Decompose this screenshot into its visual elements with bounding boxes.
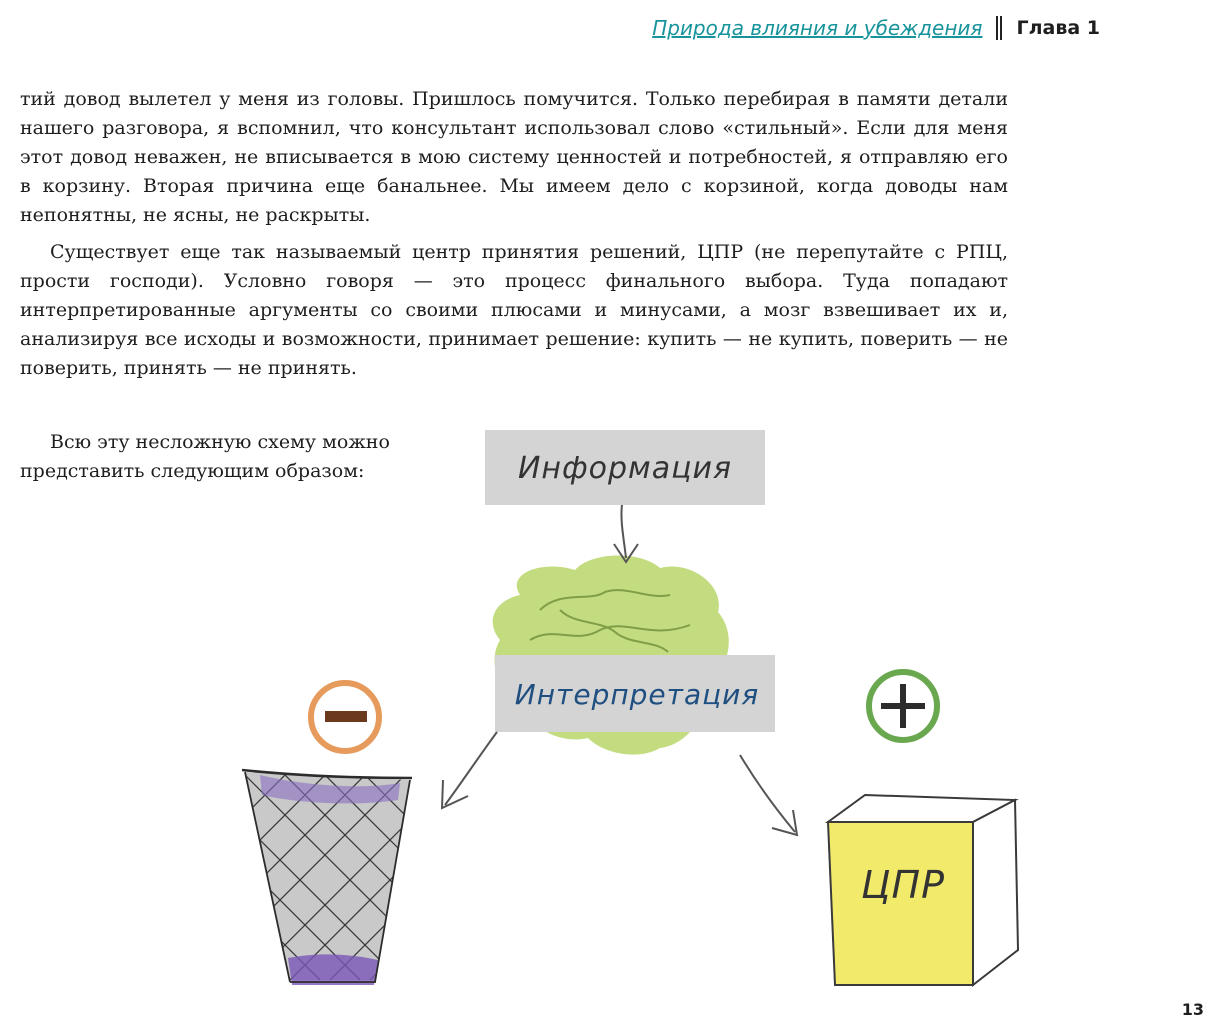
wastebasket-icon (220, 760, 430, 1000)
page-number: 13 (1181, 1000, 1204, 1019)
arrow-to-cpr (740, 755, 797, 835)
interpretation-label-box (495, 655, 775, 732)
information-label-box (485, 430, 765, 505)
plus-circle-icon (869, 672, 937, 740)
paragraph-1: тий довод вылетел у меня из головы. Пришлось помучится. Только перебирая в памяти детали нашего разговора, я вспомнил, что консультант использовал слово «стильный». Если для меня этот довод неважен, не вписывается в мою систему ценностей и потребностей, я отправляю его в корзину. Вторая причина еще банальнее. Мы имеем дело с корзиной, когда доводы нам непонятны, не ясны, не раскрыты. (20, 88, 1008, 226)
chapter-label: Глава 1 (1016, 17, 1100, 39)
interpretation-label: Интерпретация (514, 678, 760, 711)
section-title-link[interactable]: Природа влияния и убеждения (652, 16, 983, 40)
caption-text: Всю эту несложную схему можно представить следующим образом: (20, 431, 390, 482)
arrow-to-basket (442, 732, 497, 808)
arrow-information-to-brain (614, 505, 638, 562)
paragraph-2: Существует еще так называемый центр принятия решений, ЦПР (не перепутайте с РПЦ, прости господи). Условно говоря — это процесс финального выбора. Туда попадают интерпретированные аргументы со своими плюсами и минусами, а мозг взвешивает их и, анализируя все исходы и возможности, принимает решение: купить — не купить, поверить — не поверить, принять — не принять. (20, 241, 1008, 379)
minus-circle-icon (311, 683, 379, 751)
information-label: Информация (517, 451, 733, 486)
cpr-label: ЦПР (861, 863, 945, 907)
